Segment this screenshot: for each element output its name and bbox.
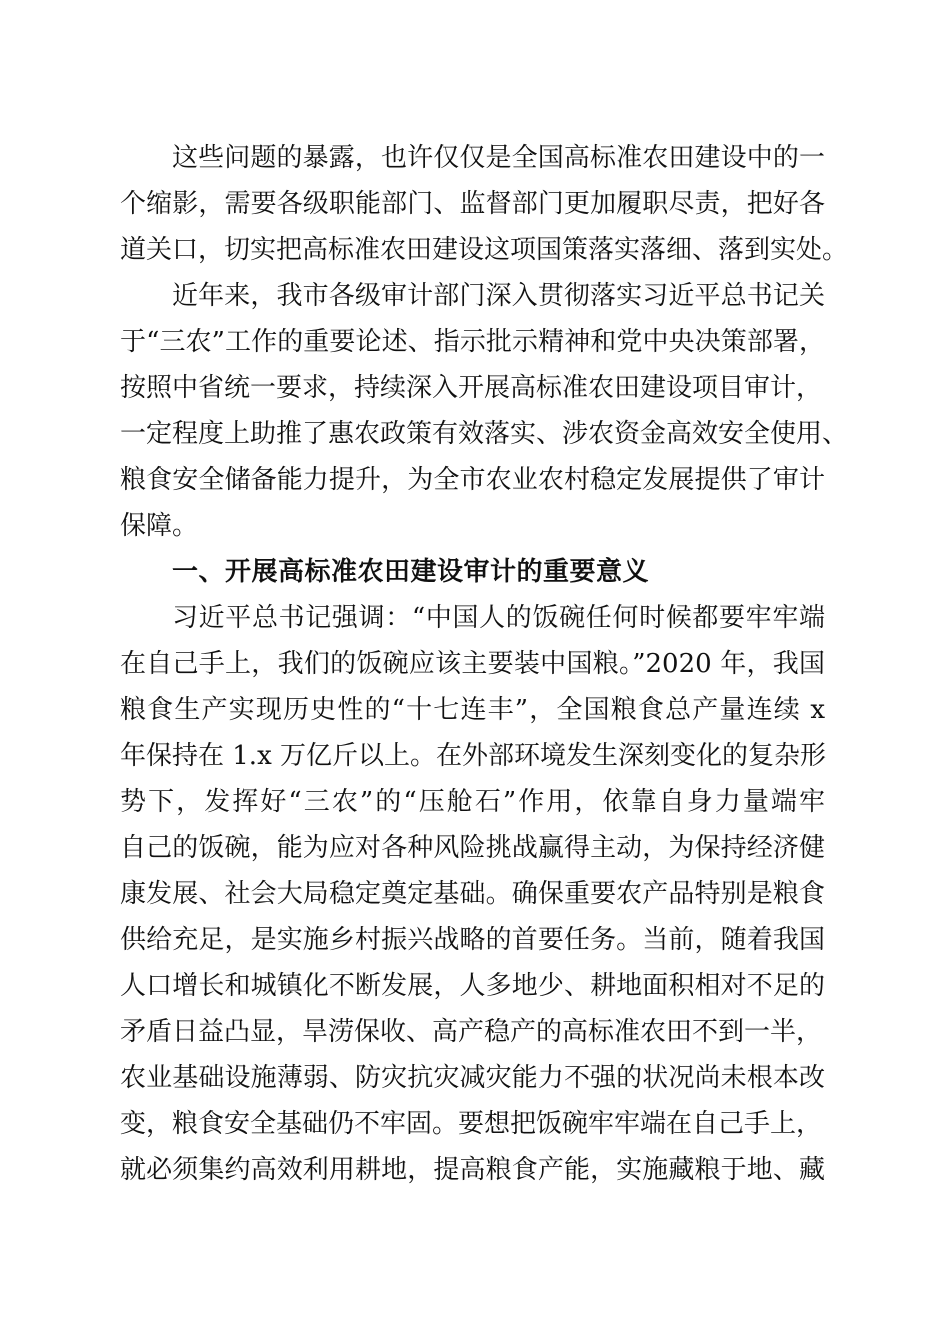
paragraph-intro bbox=[120, 135, 849, 273]
text-line: 自己的饭碗，能为应对各种风险挑战赢得主动，为保持经济健 bbox=[120, 833, 825, 863]
section-heading bbox=[120, 549, 825, 595]
document-body bbox=[120, 135, 849, 1193]
text-line: 按照中省统一要求，持续深入开展高标准农田建设项目审计， bbox=[120, 373, 823, 403]
text-line: 个缩影，需要各级职能部门、监督部门更加履职尽责，把好各 bbox=[120, 189, 825, 219]
text-line: 农业基础设施薄弱、防灾抗灾减灾能力不强的状况尚未根本改 bbox=[120, 1063, 825, 1093]
heading-text: 一、开展高标准农田建设审计的重要意义 bbox=[172, 557, 650, 587]
text-line: 变，粮食安全基础仍不牢固。要想把饭碗牢牢端在自己手上， bbox=[120, 1109, 823, 1139]
text-line: 于“三农”工作的重要论述、指示批示精神和党中央决策部署， bbox=[120, 327, 825, 357]
text-line: 势下，发挥好“三农”的“压舱石”作用，依靠自身力量端牢 bbox=[120, 787, 825, 817]
text-line: 习近平总书记强调：“中国人的饭碗任何时候都要牢牢端 bbox=[172, 603, 825, 633]
text-line: 康发展、社会大局稳定奠定基础。确保重要农产品特别是粮食 bbox=[120, 879, 825, 909]
text-line: 保障。 bbox=[120, 511, 199, 541]
text-line: 在自己手上，我们的饭碗应该主要装中国粮。”2020 年，我国 bbox=[120, 649, 825, 679]
text-line: 这些问题的暴露，也许仅仅是全国高标准农田建设中的一 bbox=[172, 143, 825, 173]
text-line: 人口增长和城镇化不断发展，人多地少、耕地面积相对不足的 bbox=[120, 971, 825, 1001]
text-line: 粮食生产实现历史性的“十七连丰”，全国粮食总产量连续 x bbox=[120, 695, 825, 725]
text-line: 道关口，切实把高标准农田建设这项国策落实落细、落到实处。 bbox=[120, 235, 849, 265]
text-line: 粮食安全储备能力提升，为全市农业农村稳定发展提供了审计 bbox=[120, 465, 825, 495]
paragraph-significance bbox=[120, 595, 825, 1193]
paragraph-audit-overview bbox=[120, 273, 849, 549]
text-line: 就必须集约高效利用耕地，提高粮食产能，实施藏粮于地、藏 bbox=[120, 1155, 825, 1185]
text-line: 近年来，我市各级审计部门深入贯彻落实习近平总书记关 bbox=[172, 281, 825, 311]
text-line: 年保持在 1.x 万亿斤以上。在外部环境发生深刻变化的复杂形 bbox=[120, 741, 826, 771]
text-line: 供给充足，是实施乡村振兴战略的首要任务。当前，随着我国 bbox=[120, 925, 825, 955]
text-line: 一定程度上助推了惠农政策有效落实、涉农资金高效安全使用、 bbox=[120, 419, 849, 449]
text-line: 矛盾日益凸显，旱涝保收、高产稳产的高标准农田不到一半， bbox=[120, 1017, 823, 1047]
